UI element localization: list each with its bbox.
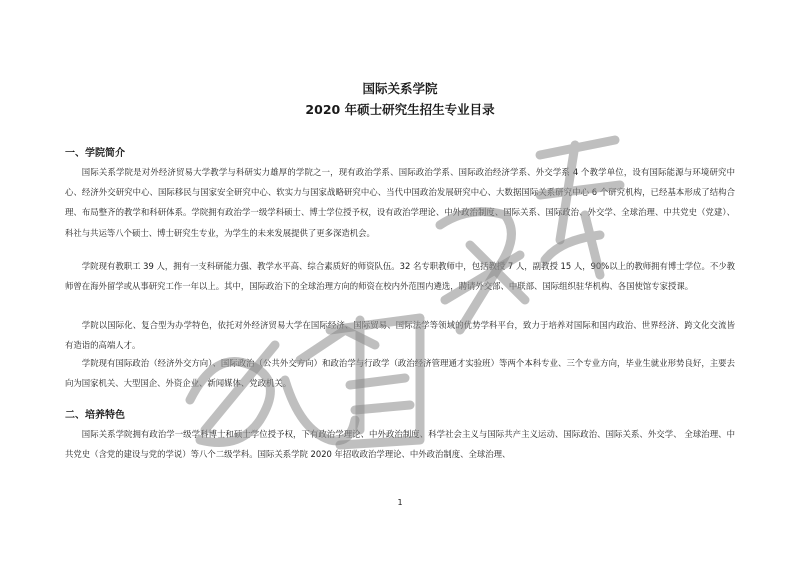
- document-title: 国际关系学院: [362, 81, 438, 96]
- training-paragraph-1: 国际关系学院拥有政治学一级学科博士和硕士学位授予权，下有政治学理论、中外政治制度、科学社会主义与国际共产主义运动、国际政治、国际关系、外交学、 全球治理、中共党史（含党的建设与党的学说）等八个二级学科。国际关系学院 2020 年招收政治学理论、中外政治制度、全球治理、: [65, 429, 735, 460]
- page-number: 1: [397, 498, 403, 507]
- intro-paragraph-1: 国际关系学院是对外经济贸易大学教学与科研实力雄厚的学院之一，现有政治学系、国际政治学系、国际政治经济学系、外交学系 4 个教学单位，设有国际能源与环境研究中心、经济外交研究中心、国际移民与国家安全研究中心、软实力与国家战略研究中心、当代中国政治发展研究中心、大数据国际关系研究中心 6 个研究机构，已经基本形成了结构合理、布局整齐的教学和科研体系。学院拥有政治学一级学科硕士、博士学位授予权，设有政治学理论、中外政治制度、国际关系、国际政治、外交学、全球治理、中共党史（党建）、科社与共运等八个硕士、博士研究生专业，为学生的未来发展提供了更多深造机会。: [65, 167, 735, 238]
- intro-paragraph-3: 学院以国际化、复合型为办学特色，依托对外经济贸易大学在国际经济、国际贸易、国际法学等领域的优势学科平台，致力于培养对国际和国内政治、世界经济、跨文化交流皆有造诣的高端人才。: [65, 320, 735, 351]
- section-heading-intro: 一、学院简介: [65, 148, 125, 159]
- intro-paragraph-4: 学院现有国际政治（经济外交方向）、国际政治（公共外交方向）和政治学与行政学（政治经济管理通才实验班）等两个本科专业、三个专业方向，毕业生就业形势良好，主要去向为国家机关、大型国企、外资企业、新闻媒体、党政机关。: [65, 358, 735, 389]
- section-heading-training: 二、培养特色: [65, 410, 125, 421]
- document-subtitle: 2020 年硕士研究生招生专业目录: [305, 102, 495, 117]
- intro-paragraph-2: 学院现有教职工 39 人，拥有一支科研能力强、教学水平高、综合素质好的师资队伍。32 名专职教师中，包括教授 7 人，副教授 15 人，90%以上的教师拥有博士学位。不少教师曾在海外留学或从事研究工作一年以上。其中，国际政治下的全球治理方向的师资在校内外范围内遴选，聘请外交部、中联部、国际组织驻华机构、各国使馆专家授课。: [65, 261, 735, 292]
